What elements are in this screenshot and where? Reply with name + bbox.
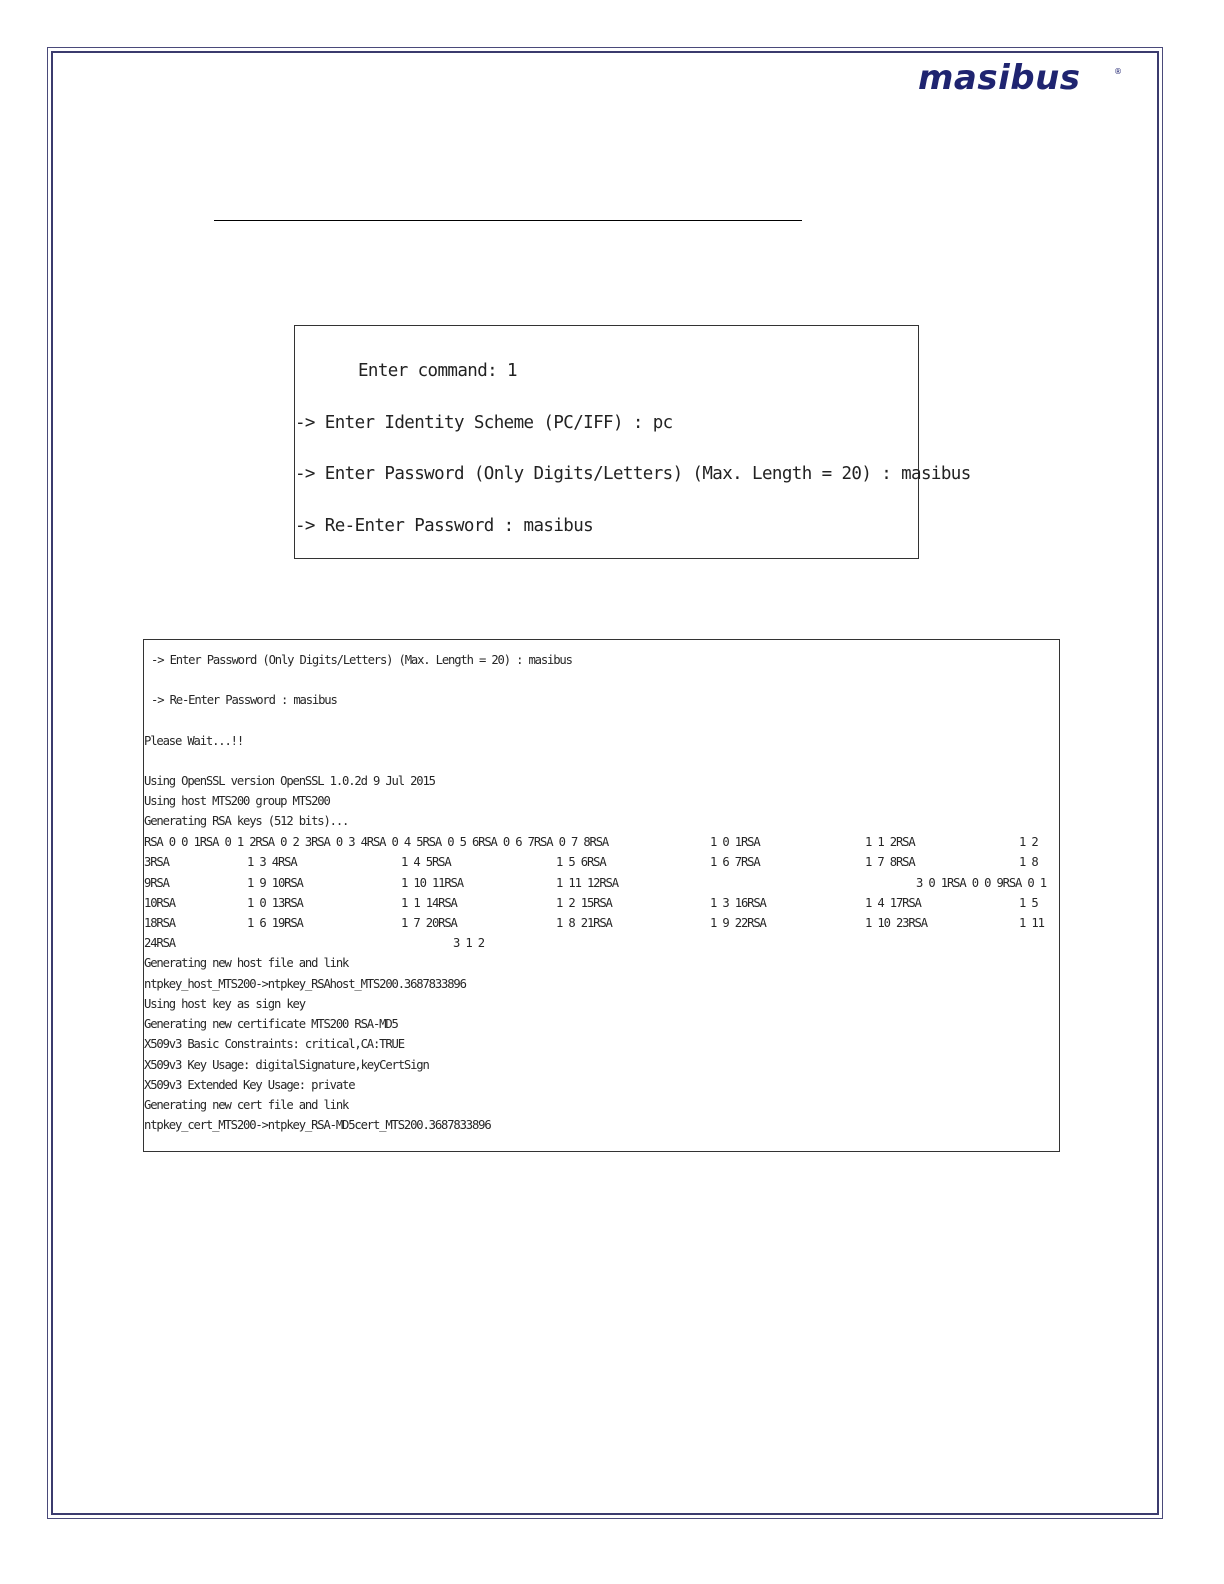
terminal-line: Generating new certificate MTS200 RSA-MD5 <box>144 1017 398 1031</box>
terminal-line: 1 7 8RSA <box>865 855 915 869</box>
terminal-line: 1 5 6RSA <box>556 855 606 869</box>
terminal-line: 1 6 19RSA <box>247 916 303 930</box>
terminal-line: 1 8 21RSA <box>556 916 612 930</box>
terminal-screenshot-identity-scheme <box>294 325 971 559</box>
terminal-line: 3 0 1RSA 0 0 9RSA 0 1 <box>916 876 1046 890</box>
terminal-line: 24RSA <box>144 936 175 950</box>
terminal-line: -> Re-Enter Password : masibus <box>151 693 337 707</box>
terminal-line: 10RSA <box>144 896 175 910</box>
terminal-line: 1 0 13RSA <box>247 896 303 910</box>
terminal-screenshot-key-generation <box>143 639 1060 1152</box>
masibus-logo: masibus <box>918 58 1081 98</box>
terminal-line: -> Enter Identity Scheme (PC/IFF) : pc <box>295 413 673 433</box>
terminal-line: Enter command: 1 <box>358 361 517 381</box>
terminal-line: 1 2 15RSA <box>556 896 612 910</box>
terminal-line: 1 4 5RSA <box>401 855 451 869</box>
terminal-line: 18RSA <box>144 916 175 930</box>
terminal-line: Generating new cert file and link <box>144 1098 349 1112</box>
terminal-line: 3RSA <box>144 855 169 869</box>
terminal-line: Please Wait...!! <box>144 734 243 748</box>
terminal-line: ntpkey_cert_MTS200->ntpkey_RSA-MD5cert_MTS200.3687833896 <box>144 1118 491 1132</box>
terminal-line: Generating new host file and link <box>144 956 349 970</box>
terminal-line: ntpkey_host_MTS200->ntpkey_RSAhost_MTS200.3687833896 <box>144 977 466 991</box>
terminal-line: 1 3 16RSA <box>710 896 766 910</box>
terminal-line: X509v3 Basic Constraints: critical,CA:TRUE <box>144 1037 404 1051</box>
terminal-line: 1 8 <box>1019 855 1038 869</box>
terminal-line: 1 3 4RSA <box>247 855 297 869</box>
terminal-line: 1 6 7RSA <box>710 855 760 869</box>
terminal-line: Using host MTS200 group MTS200 <box>144 794 330 808</box>
terminal-line: RSA 0 0 1RSA 0 1 2RSA 0 2 3RSA 0 3 4RSA 0 4 5RSA 0 5 6RSA 0 6 7RSA 0 7 8RSA <box>144 835 609 849</box>
terminal-line: 1 11 <box>1019 916 1044 930</box>
terminal-line: 1 11 12RSA <box>556 876 618 890</box>
terminal-line: -> Enter Password (Only Digits/Letters) (Max. Length = 20) : masibus <box>295 464 971 484</box>
terminal-line: 3 1 2 <box>453 936 484 950</box>
terminal-line: 1 10 23RSA <box>865 916 927 930</box>
registered-mark: ® <box>1114 67 1122 76</box>
terminal-line: 1 5 <box>1019 896 1038 910</box>
terminal-line: 1 10 11RSA <box>401 876 463 890</box>
terminal-line: Using host key as sign key <box>144 997 305 1011</box>
terminal-line: -> Enter Password (Only Digits/Letters) (Max. Length = 20) : masibus <box>151 653 572 667</box>
terminal-line: 1 2 <box>1019 835 1038 849</box>
terminal-line: 1 7 20RSA <box>401 916 457 930</box>
terminal-line: 1 1 2RSA <box>865 835 915 849</box>
terminal-line: X509v3 Extended Key Usage: private <box>144 1078 355 1092</box>
heading-underline <box>214 220 802 221</box>
terminal-line: 1 1 14RSA <box>401 896 457 910</box>
terminal-line: 1 4 17RSA <box>865 896 921 910</box>
terminal-line: -> Re-Enter Password : masibus <box>295 516 594 536</box>
terminal-line: 1 9 10RSA <box>247 876 303 890</box>
terminal-line: X509v3 Key Usage: digitalSignature,keyCertSign <box>144 1058 429 1072</box>
terminal-line: 1 0 1RSA <box>710 835 760 849</box>
terminal-line: Generating RSA keys (512 bits)... <box>144 814 349 828</box>
terminal-line: 1 9 22RSA <box>710 916 766 930</box>
terminal-line: 9RSA <box>144 876 169 890</box>
terminal-line: Using OpenSSL version OpenSSL 1.0.2d 9 Jul 2015 <box>144 774 435 788</box>
